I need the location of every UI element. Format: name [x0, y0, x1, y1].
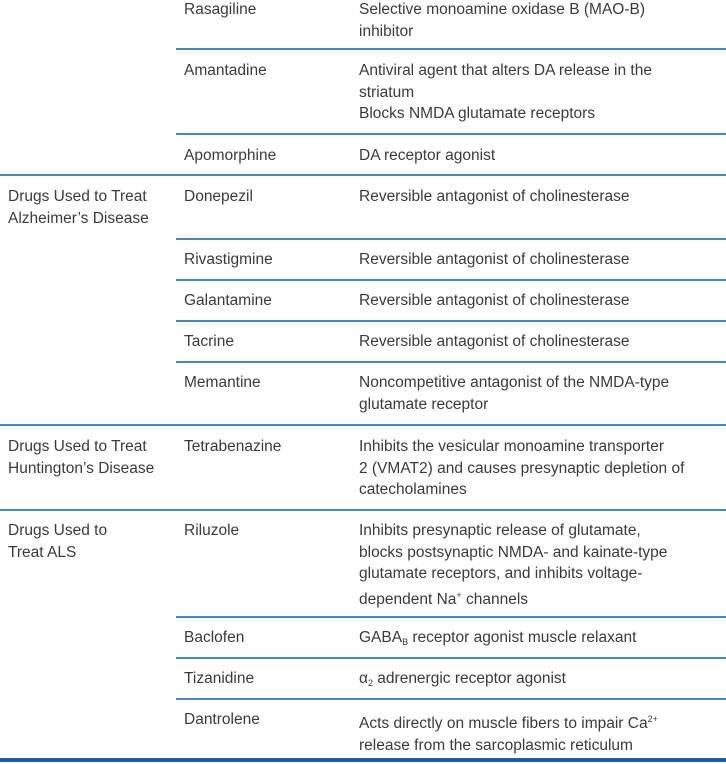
section-divider — [0, 509, 726, 511]
mechanism-line: channels — [461, 590, 529, 608]
row-divider — [176, 279, 726, 281]
mechanism — [359, 627, 721, 654]
drug-name: Apomorphine — [184, 147, 277, 164]
category-line: Drugs Used to Treat — [8, 188, 147, 205]
category-line: Drugs Used to Treat — [8, 438, 147, 455]
drug-name: Tizanidine — [184, 670, 255, 687]
mechanism — [359, 372, 721, 415]
mechanism-line: Blocks NMDA glutamate receptors — [359, 105, 596, 122]
mechanism: Reversible antagonist of cholinesterase — [359, 292, 630, 309]
drug-name: Memantine — [184, 374, 261, 391]
drug-name: Rivastigmine — [184, 251, 273, 268]
mechanism-line: glutamate receptor — [359, 395, 489, 413]
superscript: + — [456, 589, 462, 600]
category-line: Drugs Used to — [8, 522, 108, 539]
superscript: 2+ — [647, 714, 658, 724]
mechanism-line: dependent Na — [359, 590, 457, 608]
row-divider — [176, 133, 726, 135]
row-divider — [176, 238, 726, 240]
drug-name: Dantrolene — [184, 711, 260, 728]
mechanism-text: GABA — [359, 629, 403, 646]
mechanism-line: Acts directly on muscle fibers to impair Ca — [359, 715, 648, 732]
mechanism — [359, 0, 721, 42]
mechanism — [359, 668, 721, 695]
drug-name: Galantamine — [184, 292, 272, 309]
drug-name: Tetrabenazine — [184, 438, 282, 455]
drug-category — [8, 520, 176, 563]
mechanism-line: release from the sarcoplasmic reticulum — [359, 736, 633, 754]
drug-name: Tacrine — [184, 333, 234, 350]
drug-category — [8, 436, 176, 479]
row-divider — [176, 616, 726, 618]
mechanism: DA receptor agonist — [359, 147, 496, 164]
row-divider — [176, 657, 726, 659]
mechanism-text: α — [359, 670, 368, 687]
drug-name: Donepezil — [184, 188, 253, 205]
drug-category — [8, 186, 176, 229]
section-divider — [0, 424, 726, 426]
mechanism-text: adrenergic receptor agonist — [372, 670, 566, 687]
mechanism — [359, 709, 721, 756]
mechanism — [359, 60, 721, 125]
mechanism-line: Selective monoamine oxidase B (MAO-B) — [359, 1, 646, 18]
mechanism-text: receptor agonist muscle relaxant — [408, 629, 637, 646]
row-divider — [176, 48, 726, 50]
mechanism-line: Noncompetitive antagonist of the NMDA-type — [359, 374, 670, 391]
mechanism-line: catecholamines — [359, 481, 467, 498]
drug-name: Baclofen — [184, 629, 245, 646]
subscript: B — [402, 637, 409, 647]
drug-name: Riluzole — [184, 522, 240, 539]
row-divider — [176, 698, 726, 700]
mechanism-line: glutamate receptors, and inhibits voltage- — [359, 565, 643, 582]
mechanism — [359, 520, 721, 610]
mechanism-line: Antiviral agent that alters DA release in the — [359, 62, 652, 79]
mechanism: Reversible antagonist of cholinesterase — [359, 333, 630, 350]
category-line: Alzheimer’s Disease — [8, 209, 149, 227]
drug-name: Amantadine — [184, 62, 267, 79]
mechanism-line: inhibitor — [359, 22, 414, 40]
category-line: Treat ALS — [8, 543, 77, 561]
row-divider — [176, 361, 726, 363]
mechanism — [359, 436, 721, 501]
mechanism: Reversible antagonist of cholinesterase — [359, 251, 630, 268]
mechanism: Reversible antagonist of cholinesterase — [359, 188, 630, 205]
mechanism-line: Inhibits presynaptic release of glutamate, — [359, 522, 641, 539]
mechanism-line: striatum — [359, 83, 415, 101]
mechanism-line: 2 (VMAT2) and causes presynaptic depletion of — [359, 459, 685, 477]
row-divider — [176, 320, 726, 322]
section-divider — [0, 174, 726, 176]
table-bottom-rule — [0, 758, 726, 762]
mechanism-line: Inhibits the vesicular monoamine transporter — [359, 438, 664, 455]
drug-name: Rasagiline — [184, 1, 257, 18]
mechanism-line: blocks postsynaptic NMDA- and kainate-type — [359, 543, 668, 561]
subscript: 2 — [367, 678, 373, 688]
category-line: Huntington’s Disease — [8, 459, 155, 477]
